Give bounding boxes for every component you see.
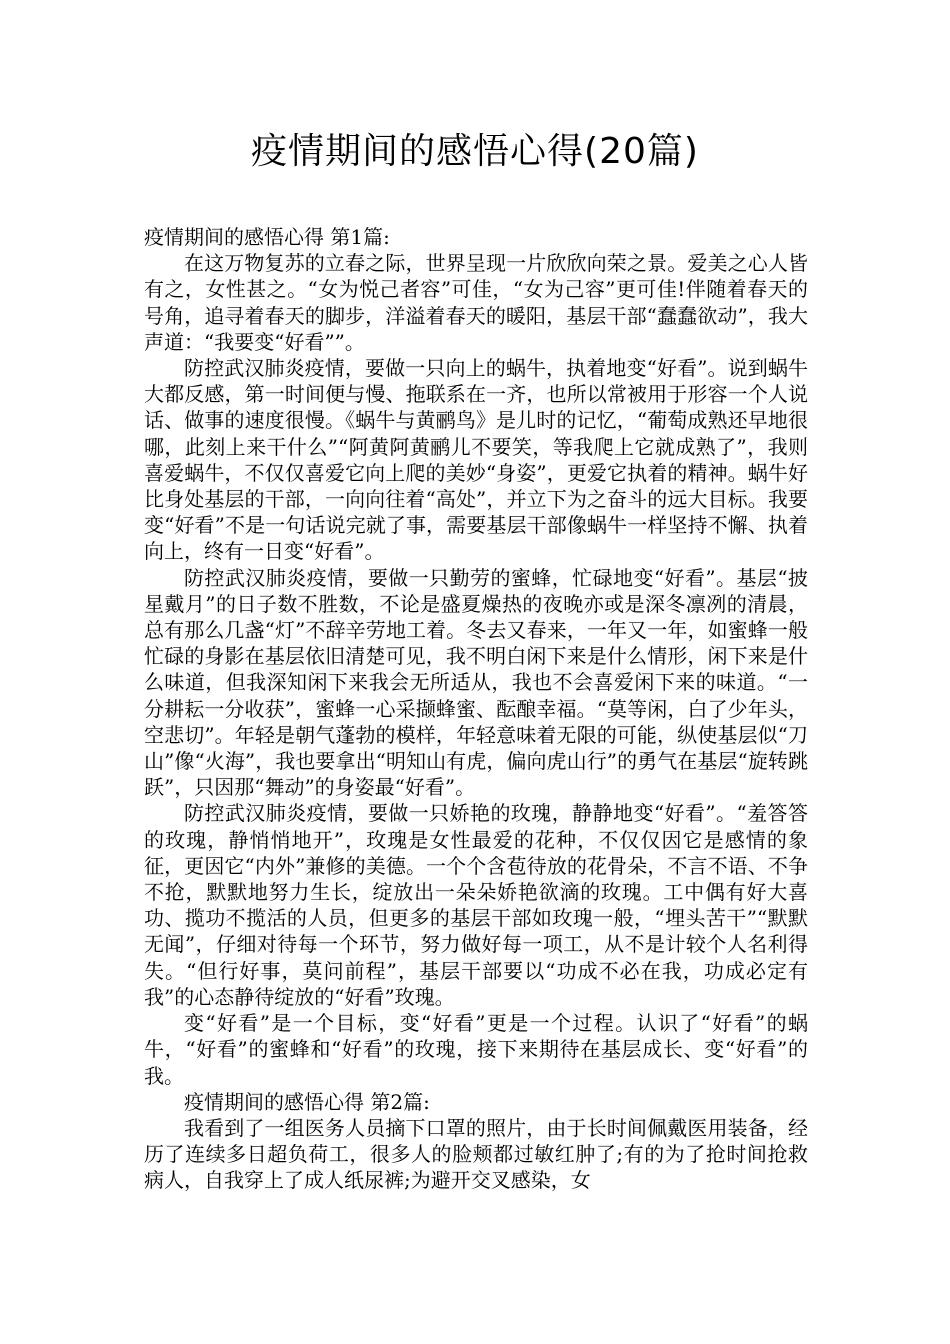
- paragraph: 我看到了一组医务人员摘下口罩的照片，由于长时间佩戴医用装备，经历了连续多日超负荷工，很多人的脸颊都过敏红肿了;有的为了抢时间抢救病人，自我穿上了成人纸尿裤;为避开交叉感染，女: [144, 1115, 808, 1193]
- paragraph: 防控武汉肺炎疫情，要做一只勤劳的蜜蜂，忙碌地变“好看”。基层“披星戴月”的日子数不胜数，不论是盛夏燥热的夜晚亦或是深冬凛冽的清晨，总有那么几盏“灯”不辞辛劳地工着。冬去又春来，一年又一年，如蜜蜂一般忙碌的身影在基层依旧清楚可见，我不明白闲下来是什么情形，闲下来是什么味道，但我深知闲下来我会无所适从，我也不会喜爱闲下来的味道。“一分耕耘一分收获”，蜜蜂一心采撷蜂蜜、酝酿幸福。“莫等闲，白了少年头，空悲切”。年轻是朝气蓬勃的模样，年轻意味着无限的可能，纵使基层似“刀山”像“火海”，我也要拿出“明知山有虎，偏向虎山行”的勇气在基层“旋转跳跃”，只因那“舞动”的身姿最“好看”。: [144, 565, 808, 800]
- paragraph: 在这万物复苏的立春之际，世界呈现一片欣欣向荣之景。爱美之心人皆有之，女性甚之。“女为悦己者容”可佳，“女为己容”更可佳!伴随着春天的号角，追寻着春天的脚步，洋溢着春天的暖阳，基层干部“蠢蠢欲动”，我大声道：“我要变“好看””。: [144, 251, 808, 354]
- section-heading: 疫情期间的感悟心得 第2篇:: [184, 1089, 430, 1114]
- paragraph: 防控武汉肺炎疫情，要做一只娇艳的玫瑰，静静地变“好看”。“羞答答的玫瑰，静悄悄地开”，玫瑰是女性最爱的花种，不仅仅因它是感情的象征，更因它“内外”兼修的美德。一个个含苞待放的花骨朵，不言不语、不争不抢，默默地努力生长，绽放出一朵朵娇艳欲滴的玫瑰。工中偶有好大喜功、揽功不揽活的人员，但更多的基层干部如玫瑰一般，“埋头苦干”“默默无闻”，仔细对待每一个环节，努力做好每一项工，从不是计较个人名利得失。“但行好事，莫问前程”，基层干部要以“功成不必在我，功成必定有我”的心态静待绽放的“好看”玫瑰。: [144, 801, 808, 1009]
- document-body: [144, 224, 808, 1194]
- section-heading: 疫情期间的感悟心得 第1篇:: [144, 225, 390, 249]
- document-title: 疫情期间的感悟心得(20篇): [251, 131, 699, 172]
- paragraph: 变“好看”是一个目标，变“好看”更是一个过程。认识了“好看”的蜗牛，“好看”的蜜蜂和“好看”的玫瑰，接下来期待在基层成长、变“好看”的我。: [144, 1011, 808, 1088]
- paragraph: 防控武汉肺炎疫情，要做一只向上的蜗牛，执着地变“好看”。说到蜗牛大都反感，第一时间便与慢、拖联系在一齐，也所以常被用于形容一个人说话、做事的速度很慢。《蜗牛与黄鹂鸟》是儿时的记忆，“葡萄成熟还早地很哪，此刻上来干什么”“阿黄阿黄鹂儿不要笑，等我爬上它就成熟了”，我则喜爱蜗牛，不仅仅喜爱它向上爬的美妙“身姿”，更爱它执着的精神。蜗牛好比身处基层的干部，一向向往着“高处”，并立下为之奋斗的远大目标。我要变“好看”不是一句话说完就了事，需要基层干部像蜗牛一样坚持不懈、执着向上，终有一日变“好看”。: [144, 356, 808, 564]
